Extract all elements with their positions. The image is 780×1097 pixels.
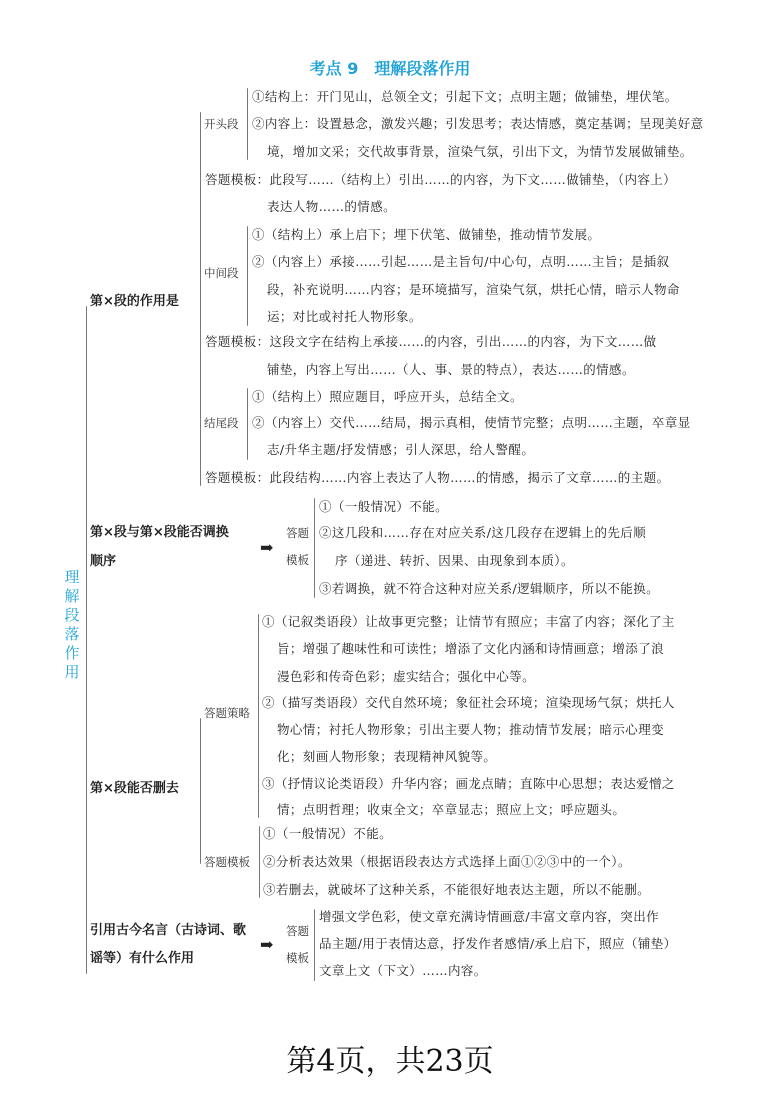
s2-item: 序（递进、转折、因果、由现象到本质）。 bbox=[335, 553, 574, 568]
mid-label: 中间段 bbox=[204, 266, 239, 280]
mid-template: 铺垫，内容上写出……（人、事、景的特点），表达……的情感。 bbox=[267, 362, 635, 377]
s1-brace bbox=[200, 112, 201, 486]
s2-template-label: 答题 bbox=[286, 526, 309, 540]
mid-item: ②（内容上）承接……引起……是主旨句/中心句，点明……主旨；是插叙 bbox=[252, 254, 670, 269]
s3-template-item: ②分析表达效果（根据语段表达方式选择上面①②③中的一个）。 bbox=[263, 854, 631, 869]
mid-brace bbox=[247, 226, 248, 326]
end-template: 答题模板：此段结构……内容上表达了人物……的情感，揭示了文章……的主题。 bbox=[205, 470, 670, 485]
strategy-line: 化；刻画人物形象；表现精神风貌等。 bbox=[277, 749, 497, 764]
s2-brace bbox=[314, 498, 315, 598]
s4-heading: 引用古今名言（古诗词、歌 bbox=[90, 923, 247, 938]
s1-heading: 第×段的作用是 bbox=[90, 294, 179, 309]
s2-heading: 顺序 bbox=[90, 554, 117, 569]
side-label: 理解段落作用 bbox=[64, 568, 80, 681]
page-number: 第4页，共23页 bbox=[286, 1044, 494, 1079]
s3-brace bbox=[200, 718, 201, 864]
arrow-icon: ➡ bbox=[260, 935, 274, 954]
strategy-brace bbox=[258, 614, 259, 818]
strategy-line: ①（记叙类语段）让故事更完整；让情节有照应；丰富了内容；深化了主 bbox=[262, 614, 675, 629]
end-label: 结尾段 bbox=[204, 416, 239, 430]
strategy-label: 答题策略 bbox=[204, 706, 250, 720]
s4-brace bbox=[314, 909, 315, 981]
mid-item: 运；对比或衬托人物形象。 bbox=[267, 309, 422, 324]
arrow-icon: ➡ bbox=[260, 538, 274, 557]
s4-template-label: 答题 bbox=[286, 924, 309, 938]
open-brace bbox=[247, 88, 248, 160]
s3-template-label: 答题模板 bbox=[204, 855, 250, 869]
s3-template-item: ③若删去，就破坏了这种关系，不能很好地表达主题，所以不能删。 bbox=[263, 882, 651, 897]
mid-template: 答题模板：这段文字在结构上承接……的内容，引出……的内容，为下文……做 bbox=[205, 334, 657, 349]
s2-item: ①（一般情况）不能。 bbox=[319, 499, 449, 514]
open-item: ②内容上：设置悬念，激发兴趣；引发思考；表达情感，奠定基调；呈现美好意 bbox=[252, 116, 704, 131]
s2-heading: 第×段与第×段能否调换 bbox=[90, 525, 229, 540]
strategy-line: 漫色彩和传奇色彩；虚实结合；强化中心等。 bbox=[277, 669, 536, 684]
end-item: ①（结构上）照应题目，呼应开头，总结全文。 bbox=[252, 389, 523, 404]
strategy-line: 情；点明哲理；收束全文；卒章显志；照应上文；呼应题头。 bbox=[277, 802, 626, 817]
s4-item: 文章上文（下文）……内容。 bbox=[319, 963, 487, 978]
open-label: 开头段 bbox=[204, 117, 239, 131]
strategy-line: ②（描写类语段）交代自然环境；象征社会环境；渲染现场气氛；烘托人 bbox=[262, 695, 675, 710]
section-title: 考点 9 理解段落作用 bbox=[309, 59, 471, 78]
s2-item: ③若调换，就不符合这种对应关系/逻辑顺序，所以不能换。 bbox=[319, 581, 660, 596]
s2-template-label: 模板 bbox=[286, 553, 309, 567]
end-item: 志/升华主题/抒发情感；引人深思，给人警醒。 bbox=[267, 442, 535, 457]
s4-template-label: 模板 bbox=[286, 951, 309, 965]
open-item: 境，增加文采；交代故事背景，渲染气氛，引出下文，为情节发展做铺垫。 bbox=[267, 144, 693, 159]
strategy-line: 物心情；衬托人物形象；引出主要人物；推动情节发展；暗示心理变 bbox=[277, 722, 665, 737]
end-item: ②（内容上）交代……结局，揭示真相，使情节完整；点明……主题，卒章显 bbox=[252, 415, 691, 430]
s4-item: 品主题/用于表情达意，抒发作者感情/承上启下，照应（铺垫） bbox=[319, 936, 677, 951]
mid-item: 段，补充说明……内容；是环境描写，渲染气氛，烘托心情，暗示人物命 bbox=[267, 282, 680, 297]
mid-item: ①（结构上）承上启下；埋下伏笔、做铺垫，推动情节发展。 bbox=[252, 227, 601, 242]
strategy-line: ③（抒情议论类语段）升华内容；画龙点睛；直陈中心思想；表达爱憎之 bbox=[262, 776, 675, 791]
s3-template-item: ①（一般情况）不能。 bbox=[263, 826, 393, 841]
end-brace bbox=[247, 388, 248, 460]
strategy-line: 旨；增强了趣味性和可读性；增添了文化内涵和诗情画意；增添了浪 bbox=[277, 641, 665, 656]
s3-heading: 第×段能否删去 bbox=[90, 781, 179, 796]
s4-item: 增强文学色彩，使文章充满诗情画意/丰富文章内容，突出作 bbox=[319, 909, 660, 924]
open-template: 答题模板：此段写……（结构上）引出……的内容，为下文……做铺垫，（内容上） bbox=[205, 172, 677, 187]
open-item: ①结构上：开门见山，总领全文；引起下文；点明主题；做铺垫，埋伏笔。 bbox=[252, 89, 678, 104]
s2-item: ②这几段和……存在对应关系/这几段存在逻辑上的先后顺 bbox=[319, 525, 647, 540]
open-template: 表达人物……的情感。 bbox=[267, 199, 397, 214]
s3-template-brace bbox=[259, 826, 260, 898]
s4-heading: 谣等）有什么作用 bbox=[90, 951, 195, 966]
main-brace bbox=[86, 306, 87, 974]
